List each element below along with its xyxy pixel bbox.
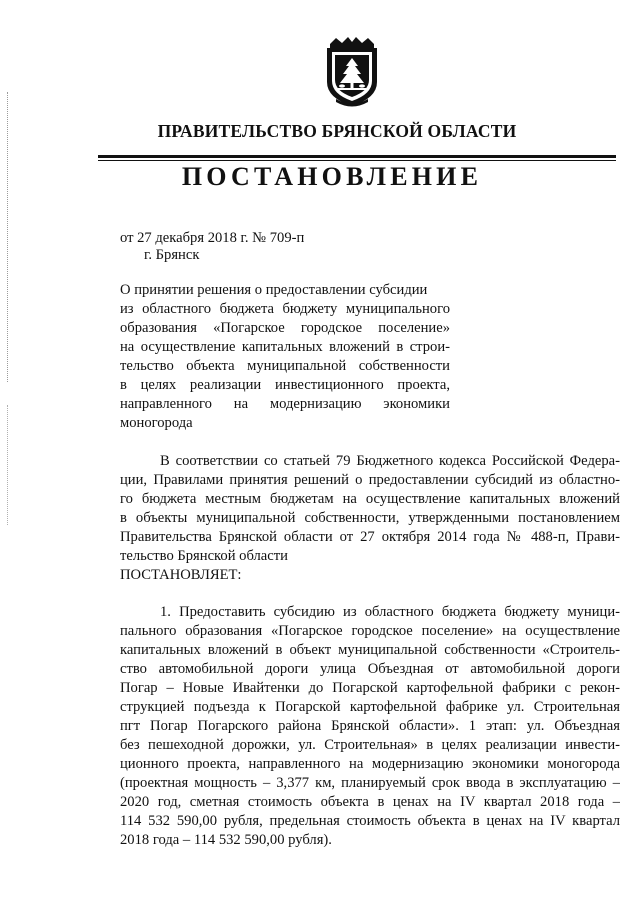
preamble-line: В соответствии со статьей 79 Бюджетного кодекса Российской Федера- <box>160 453 620 469</box>
bryansk-coat-of-arms-icon <box>324 36 380 108</box>
paragraph-line: 2018 года – 114 532 590,00 рубля). <box>120 832 332 848</box>
paragraph-line: пгт Погар Погарского района Брянской области». 1 этап: ул. Объездная <box>120 718 620 734</box>
subject-line: в целях реализации инвестиционного проекта, <box>120 377 450 393</box>
preamble-line: тельство Брянской области <box>120 548 288 564</box>
paragraph-line: капитальных вложений в объект муниципальной собственности «Строитель- <box>120 642 620 658</box>
binding-marks-lower <box>7 405 10 525</box>
resolves-heading: ПОСТАНОВЛЯЕТ: <box>120 567 242 583</box>
paragraph-line: Погар – Новые Ивайтенки до Погарской картофельной фабрики с рекон- <box>120 680 620 696</box>
subject-line: на осуществление капитальных вложений в строи- <box>120 339 450 355</box>
paragraph-line: 114 532 590,00 рубля, предельная стоимость объекта в ценах на IV квартал <box>120 813 620 829</box>
subject-line: из областного бюджета бюджету муниципального <box>120 301 450 317</box>
subject-line: моногорода <box>120 415 193 431</box>
preamble-line: ции, Правилами принятия решений о предоставлении субсидий из областно- <box>120 472 620 488</box>
subject-line: образования «Погарское городское поселение» <box>120 320 450 336</box>
header-rule-thick <box>98 155 616 158</box>
paragraph-line: струкцией подъезда к Погарской картофельной фабрике ул. Строительная <box>120 699 620 715</box>
paragraph-line: (проектная мощность – 3,377 км, планируемый срок ввода в эксплуатацию – <box>120 775 620 791</box>
date-number-line: от 27 декабря 2018 г. № 709-п <box>120 230 305 246</box>
subject-line: О принятии решения о предоставлении субсидии <box>120 282 428 298</box>
paragraph-line: 1. Предоставить субсидию из областного бюджета бюджету муници- <box>160 604 620 620</box>
document-type-title: ПОСТАНОВЛЕНИЕ <box>181 162 483 191</box>
paragraph-line: ционного проекта, направленного на модернизацию экономики моногорода <box>120 756 620 772</box>
subject-line: тельство объекта муниципальной собственности <box>120 358 450 374</box>
subject-line: направленного на модернизацию экономики <box>120 396 450 412</box>
city-line: г. Брянск <box>144 247 200 263</box>
government-name: ПРАВИТЕЛЬСТВО БРЯНСКОЙ ОБЛАСТИ <box>157 121 517 141</box>
paragraph-line: ство автомобильной дороги улица Объездная от автомобильной дороги <box>120 661 620 677</box>
header-rule-thin <box>98 160 616 161</box>
paragraph-line: пального образования «Погарское городское поселение» на осуществление <box>120 623 620 639</box>
paragraph-line: 2020 год, сметная стоимость объекта в ценах на IV квартал 2018 года – <box>120 794 620 810</box>
preamble-line: Правительства Брянской области от 27 октября 2014 года № 488-п, Прави- <box>120 529 620 545</box>
preamble-line: го бюджета местным бюджетам на осуществление капитальных вложений <box>120 491 620 507</box>
paragraph-line: без пешеходной дорожки, ул. Строительная» в целях реализации инвести- <box>120 737 620 753</box>
preamble-line: в объекты муниципальной собственности, утвержденными постановлением <box>120 510 620 526</box>
